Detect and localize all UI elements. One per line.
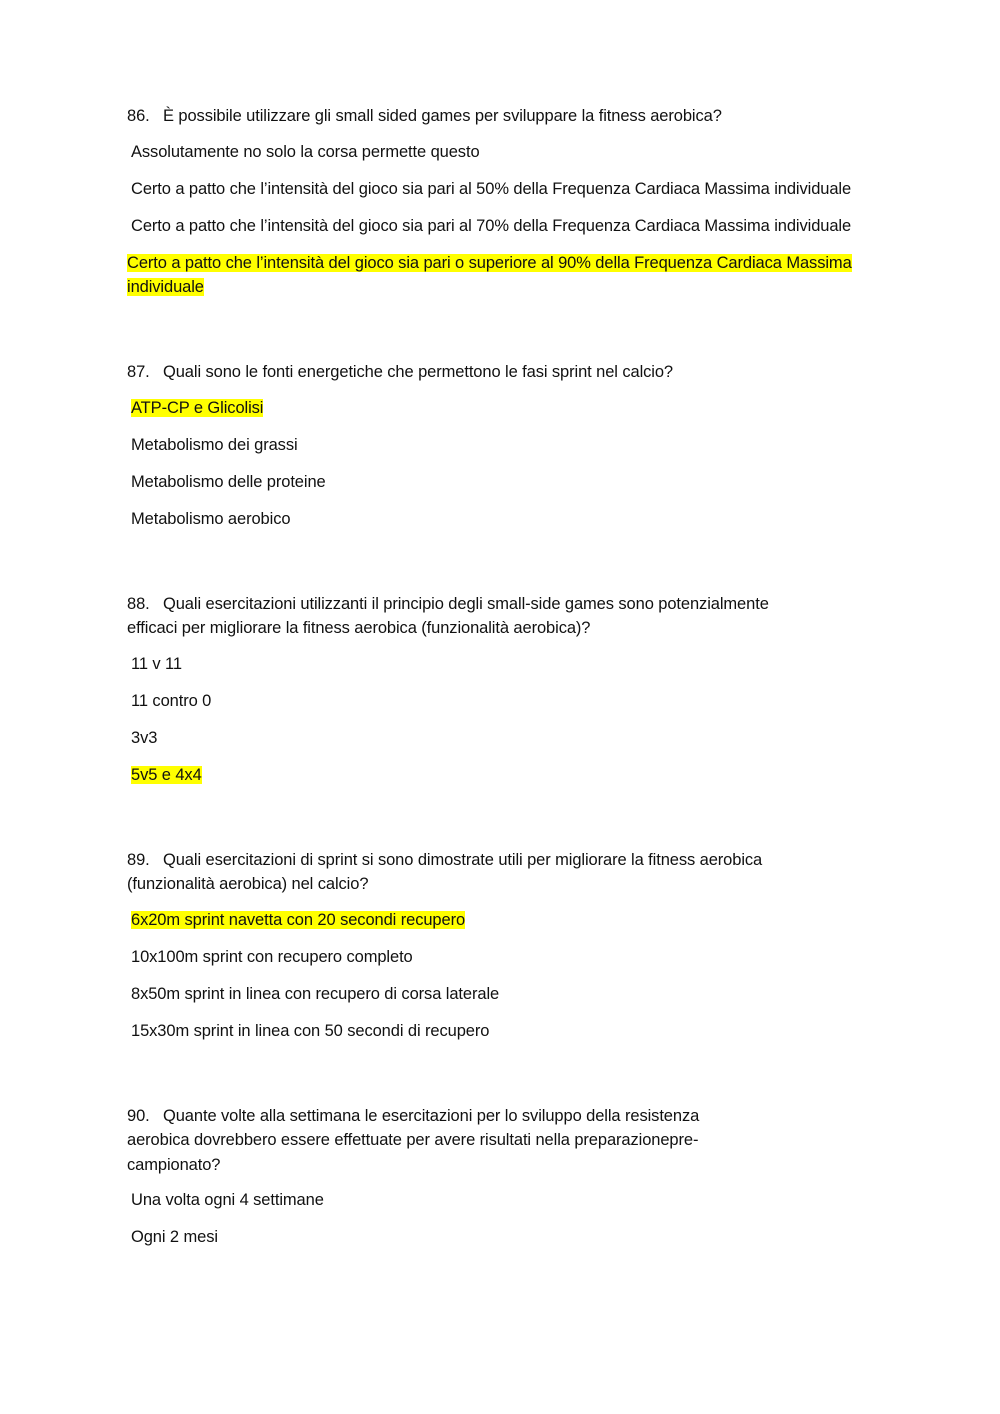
answer-option: Metabolismo aerobico — [131, 509, 291, 528]
question-88 — [127, 592, 887, 788]
answer-option: Metabolismo dei grassi — [131, 435, 298, 454]
answer-option-correct — [131, 396, 887, 421]
answer-option: Certo a patto che l’intensità del gioco sia pari al 50% della Frequenza Cardiaca Massima individuale — [131, 179, 852, 198]
question-number: 90. — [127, 1106, 150, 1125]
answer-option: 3v3 — [131, 728, 158, 747]
question-text: 90. Quante volte alla settimana le esercitazioni per lo sviluppo della resistenza aerobica dovrebbero essere effettuate per avere risultati nella preparazionepre-campionato? — [127, 1104, 737, 1178]
question-text: 88. Quali esercitazioni utilizzanti il principio degli small-side games sono potenzialmente efficaci per migliorare la fitness aerobica (funzionalità aerobica)? — [127, 592, 797, 641]
answer-option-correct — [127, 251, 887, 300]
question-number: 86. — [127, 107, 150, 125]
answer-option: Assolutamente no solo la corsa permette questo — [131, 142, 480, 161]
question-86 — [127, 104, 887, 300]
question-number: 89. — [127, 850, 150, 869]
question-text: 86. È possibile utilizzare gli small sided games per sviluppare la fitness aerobica? — [127, 104, 887, 129]
answer-option-correct — [131, 763, 887, 788]
question-87 — [127, 360, 887, 531]
correct-answer-highlight: ATP-CP e Glicolisi — [131, 398, 264, 417]
answer-option: 10x100m sprint con recupero completo — [131, 947, 413, 966]
question-number: 87. — [127, 363, 150, 381]
correct-answer-highlight: 5v5 e 4x4 — [131, 765, 202, 784]
answer-option: Ogni 2 mesi — [131, 1228, 218, 1246]
answer-option: Certo a patto che l’intensità del gioco sia pari al 70% della Frequenza Cardiaca Massima individuale — [131, 216, 852, 235]
answer-option: 11 v 11 — [131, 654, 182, 673]
answer-option: 15x30m sprint in linea con 50 secondi di recupero — [131, 1021, 490, 1040]
answer-option: 8x50m sprint in linea con recupero di corsa laterale — [131, 984, 500, 1003]
question-text: 87. Quali sono le fonti energetiche che permettono le fasi sprint nel calcio? — [127, 360, 887, 385]
question-90 — [127, 1104, 887, 1250]
answer-option-correct — [131, 908, 887, 933]
correct-answer-highlight: 6x20m sprint navetta con 20 secondi recupero — [131, 910, 466, 929]
answer-option: Metabolismo delle proteine — [131, 472, 326, 491]
answer-option: Una volta ogni 4 settimane — [131, 1191, 324, 1209]
correct-answer-highlight: Certo a patto che l’intensità del gioco sia pari o superiore al 90% della Frequenza Cardiaca Massima individuale — [127, 253, 852, 296]
question-number: 88. — [127, 594, 150, 613]
answer-option: 11 contro 0 — [131, 691, 212, 710]
question-text: 89. Quali esercitazioni di sprint si sono dimostrate utili per migliorare la fitness aerobica (funzionalità aerobica) nel calcio? — [127, 848, 797, 897]
question-89 — [127, 848, 887, 1044]
document-page — [127, 104, 887, 1262]
